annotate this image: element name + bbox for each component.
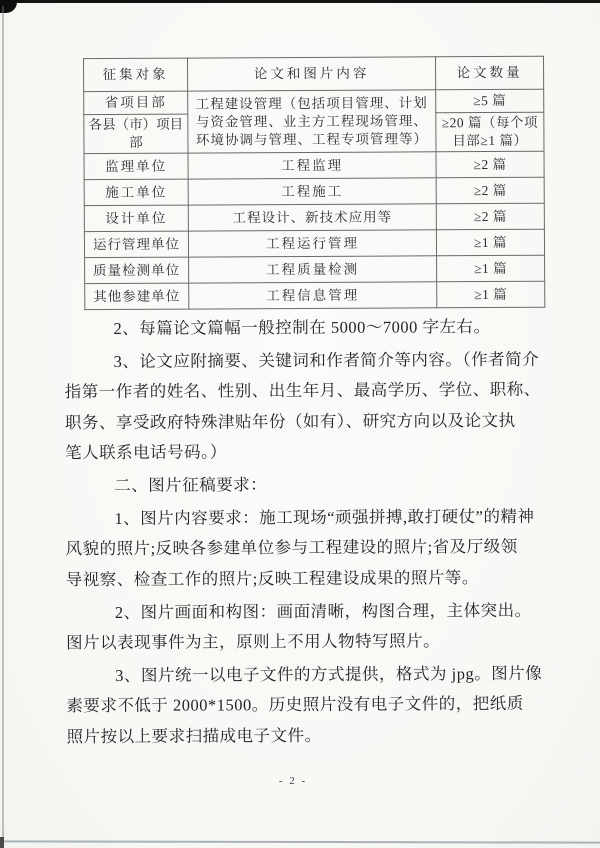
scan-bottom-left-corner [0, 837, 4, 848]
table-row [85, 255, 545, 283]
cell-content: 工程施工 [188, 178, 436, 205]
document-content [63, 56, 545, 752]
cell-target: 省项目部 [84, 91, 188, 115]
cell-target: 运行管理单位 [84, 231, 188, 258]
cell-target: 各县（市）项目部 [84, 114, 188, 154]
table-row [84, 89, 544, 114]
cell-count: ≥1 篇 [436, 229, 544, 256]
paragraph-essay-length: 2、每篇论文篇幅一般控制在 5000～7000 字左右。 [113, 317, 491, 338]
cell-target: 施工单位 [84, 179, 188, 206]
cell-target: 监理单位 [84, 153, 188, 180]
scan-top-edge [0, 0, 600, 3]
cell-content: 工程质量检测 [189, 256, 437, 283]
cell-count: ≥2 篇 [436, 203, 544, 230]
cell-content: 工程监理 [188, 152, 436, 179]
section-heading-photo-requirements: 二、图片征稿要求： [114, 475, 268, 496]
paragraph-photo-content: 1、图片内容要求：施工现场“顽强拼搏,敢打硬仗”的精神 风貌的照片;反映各参建单位参与工程建设的照片;省及厅级领 导视察、检查工作的照片;反映工程建设成果的照片等。 [65, 507, 535, 589]
paragraph-photo-format: 3、图片统一以电子文件的方式提供，格式为 jpg。图片像 素要求不低于 2000*1500。历史照片没有电子文件的，把纸质 照片按以上要求扫描成电子文件。 [66, 663, 543, 746]
table-row [84, 177, 544, 205]
submission-requirements-table [83, 56, 545, 310]
table-row [84, 203, 544, 231]
scan-bottom-edge [0, 840, 600, 843]
cell-count: ≥2 篇 [436, 177, 544, 204]
paragraph-photo-composition: 2、图片画面和构图：画面清晰，构图合理，主体突出。 图片以表现事件为主，原则上不用人物特写照片。 [66, 600, 532, 653]
scan-left-edge [2, 6, 4, 840]
table-row [84, 229, 544, 257]
cell-target: 设计单位 [84, 205, 188, 232]
cell-target: 其他参建单位 [85, 283, 189, 310]
page-number: - 2 - [278, 775, 308, 787]
cell-content: 工程设计、新技术应用等 [188, 204, 436, 231]
table-row [84, 151, 544, 179]
body-text [64, 312, 544, 752]
cell-count: ≥2 篇 [436, 151, 544, 178]
table-header-row [84, 56, 544, 91]
cell-target: 质量检测单位 [85, 257, 189, 284]
cell-count: ≥5 篇 [436, 89, 544, 113]
cell-count: ≥1 篇 [437, 255, 545, 282]
paragraph-essay-abstract: 3、论文应附摘要、关键词和作者简介等内容。（作者简介 指第一作者的姓名、性别、出生年月、最高学历、学位、职称、 职务、享受政府特殊津贴年份（如有）、研究方向以及论文执 笔人联系电话号码。） [64, 349, 541, 463]
cell-content: 工程信息管理 [189, 282, 437, 309]
cell-content: 工程运行管理 [188, 230, 436, 257]
cell-content-merged: 工程建设管理（包括项目管理、计划与资金管理、业主方工程现场管理、环境协调与管理、工程专项管理等） [188, 90, 436, 153]
cell-count: ≥20 篇（每个项目部≥1 篇） [436, 112, 544, 152]
header-count: 论文数量 [436, 56, 544, 90]
header-target: 征集对象 [84, 58, 188, 92]
header-content: 论文和图片内容 [188, 57, 436, 91]
cell-count: ≥1 篇 [437, 281, 545, 308]
table-row [85, 281, 545, 309]
